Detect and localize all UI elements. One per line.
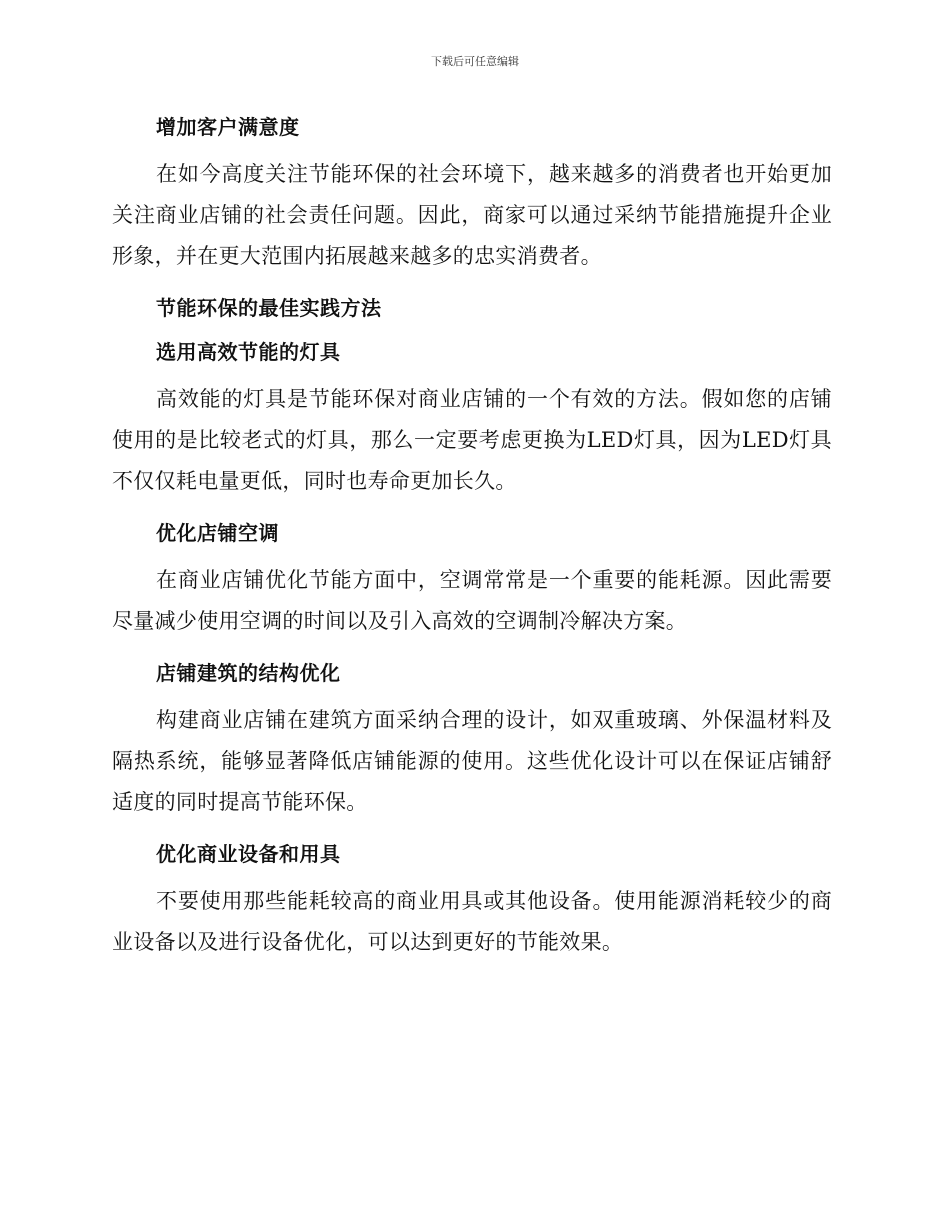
section-paragraph-air-conditioning: 在商业店铺优化节能方面中，空调常常是一个重要的能耗源。因此需要尽量减少使用空调的时间以及引入高效的空调制冷解决方案。	[112, 568, 832, 633]
page-header: 下载后可任意编辑	[431, 55, 519, 68]
document-body	[112, 110, 832, 963]
section-paragraph-equipment: 不要使用那些能耗较高的商业用具或其他设备。使用能源消耗较少的商业设备以及进行设备优化，可以达到更好的节能效果。	[112, 889, 832, 954]
section-heading-best-practices: 节能环保的最佳实践方法	[156, 296, 382, 320]
section-heading-building-structure: 店铺建筑的结构优化	[156, 661, 341, 685]
section-paragraph-lighting: 高效能的灯具是节能环保对商业店铺的一个有效的方法。假如您的店铺使用的是比较老式的灯具，那么一定要考虑更换为LED灯具，因为LED灯具不仅仅耗电量更低，同时也寿命更加长久。	[112, 387, 832, 493]
section-heading-customer-satisfaction: 增加客户满意度	[156, 115, 300, 139]
section-heading-lighting: 选用高效节能的灯具	[156, 340, 341, 364]
section-heading-equipment: 优化商业设备和用具	[156, 842, 341, 866]
section-paragraph-building-structure: 构建商业店铺在建筑方面采纳合理的设计，如双重玻璃、外保温材料及隔热系统，能够显著降低店铺能源的使用。这些优化设计可以在保证店铺舒适度的同时提高节能环保。	[112, 708, 832, 814]
section-paragraph-customer-satisfaction: 在如今高度关注节能环保的社会环境下，越来越多的消费者也开始更加关注商业店铺的社会责任问题。因此，商家可以通过采纳节能措施提升企业形象，并在更大范围内拓展越来越多的忠实消费者。	[112, 162, 832, 268]
section-heading-air-conditioning: 优化店铺空调	[156, 521, 279, 545]
